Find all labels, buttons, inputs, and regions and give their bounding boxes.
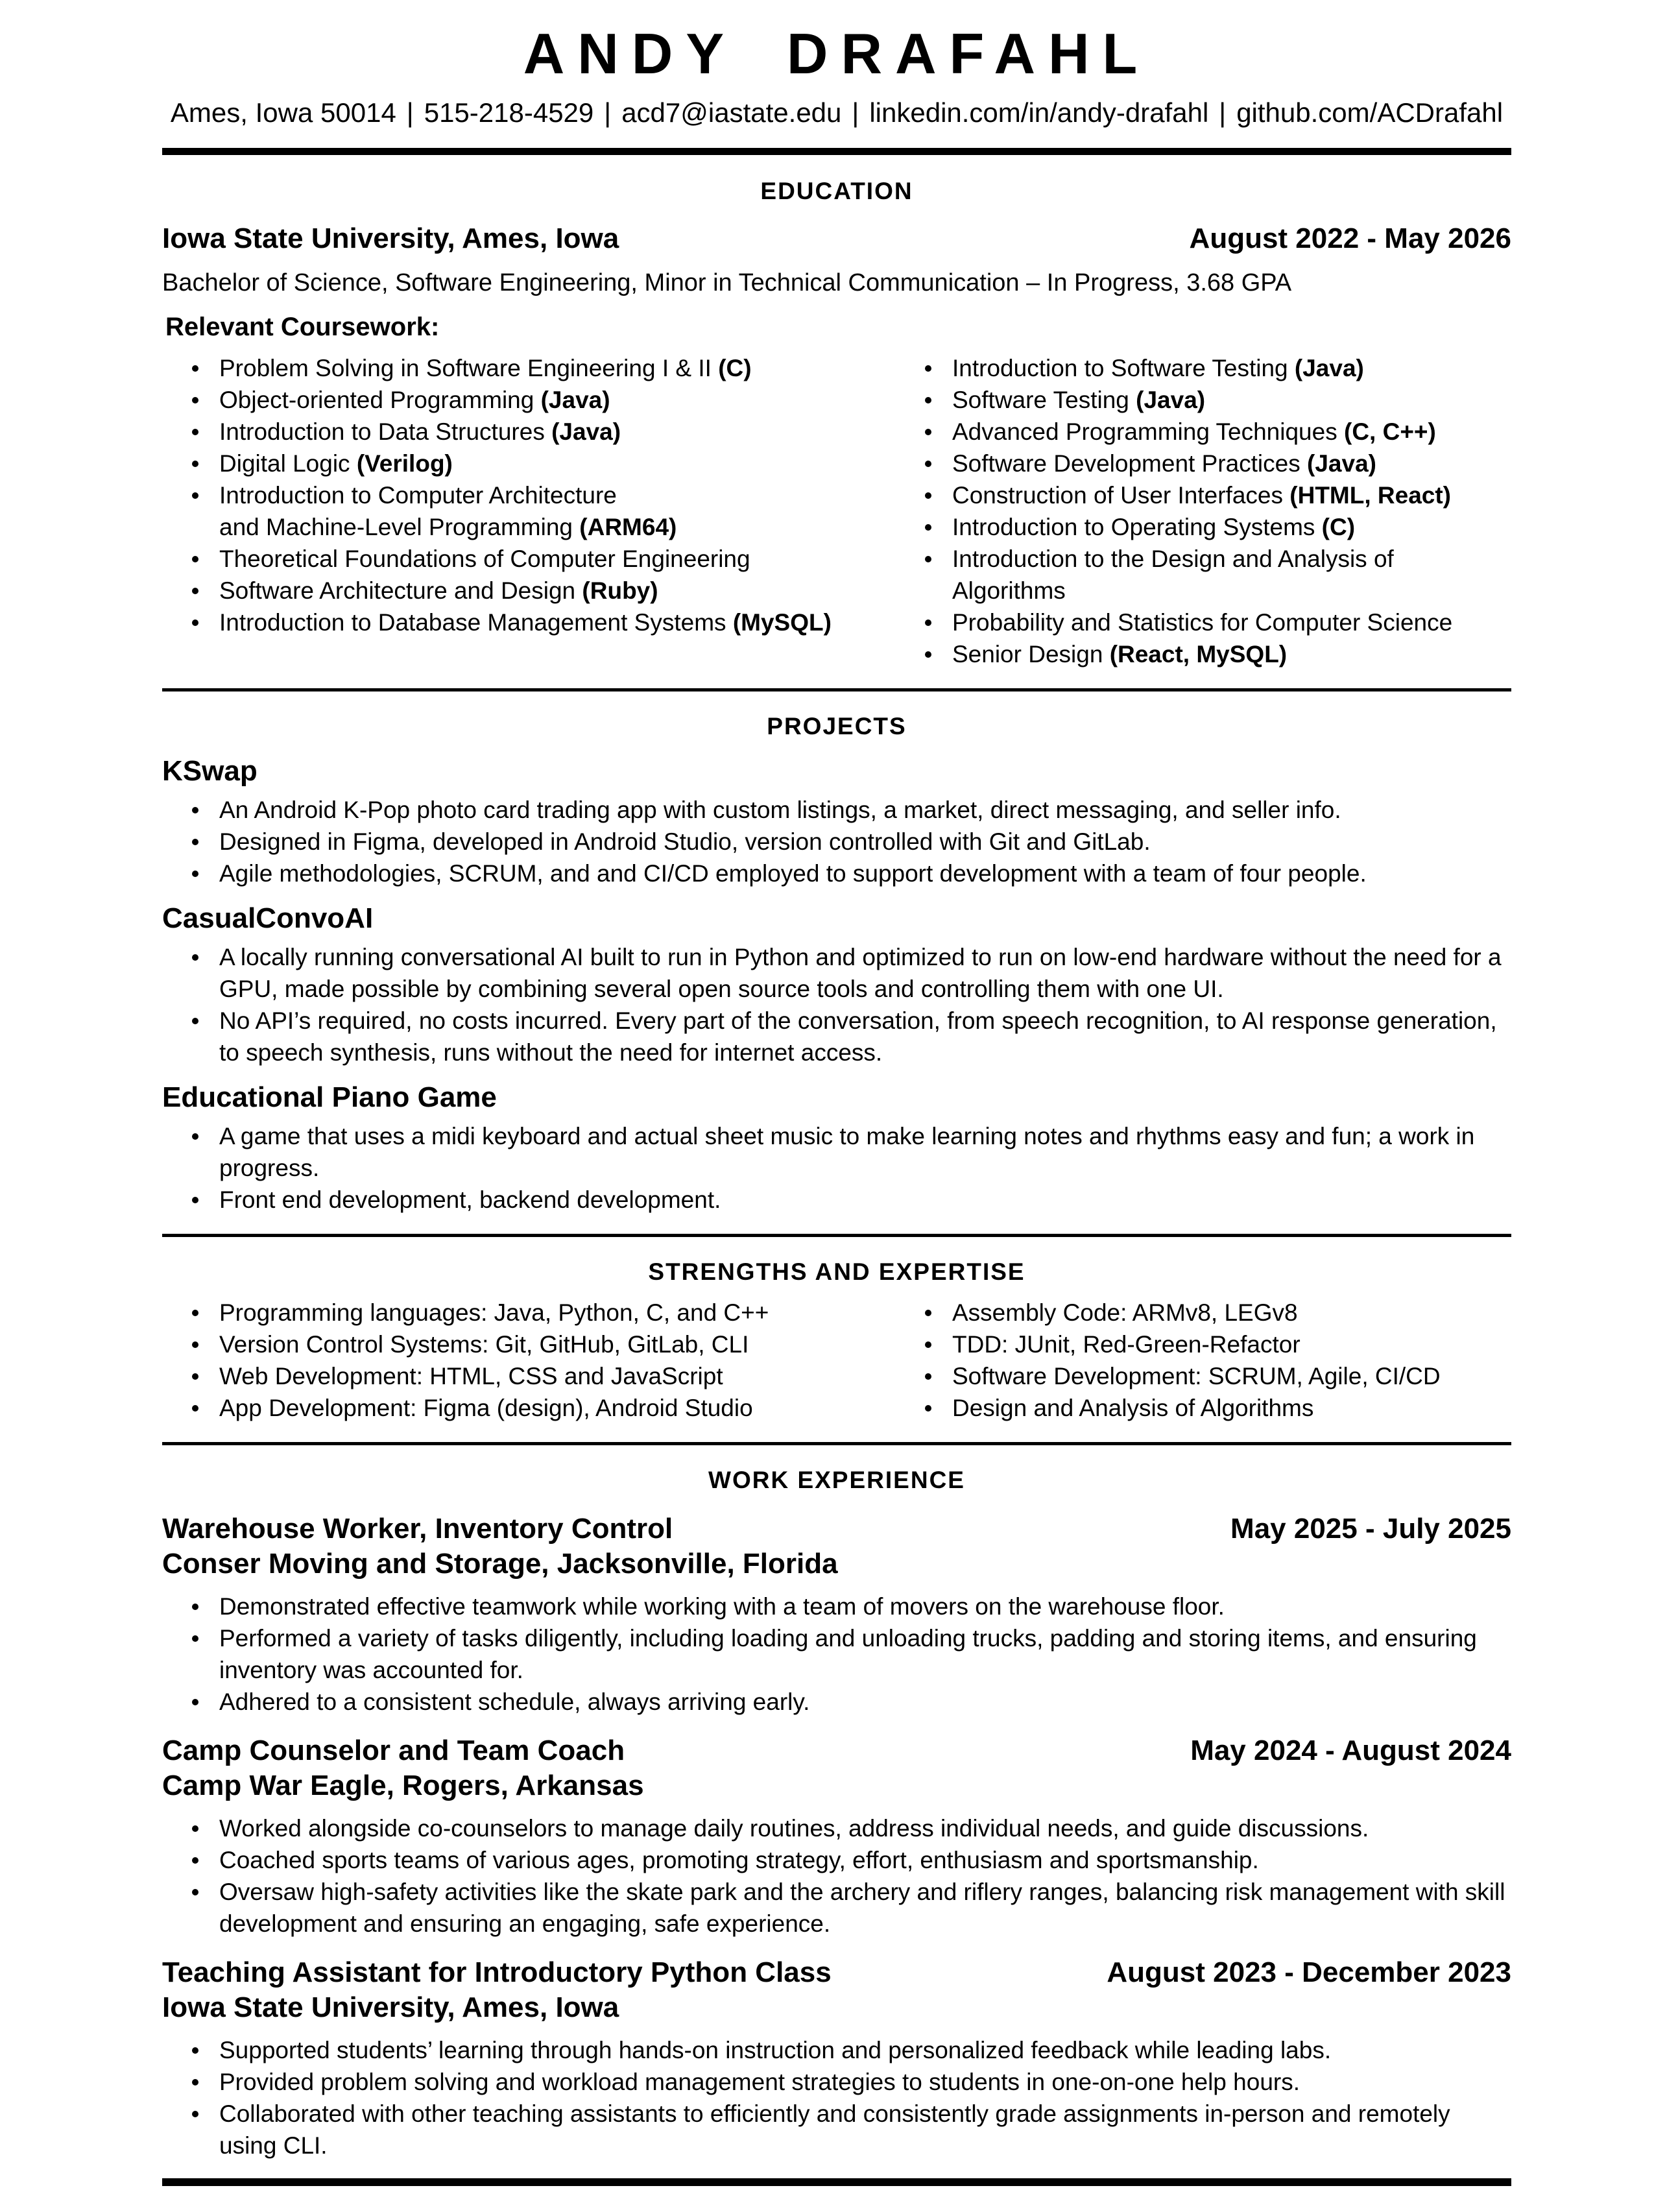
- job-bullets: [162, 2034, 1511, 2161]
- bullet-item: A locally running conversational AI built to run in Python and optimized to run on low-end hardware without the need for a GPU, made possible by combining several open source tools and controlling them with one UI.: [162, 941, 1511, 1005]
- bullet-item: Advanced Programming Techniques (C, C++): [895, 416, 1511, 448]
- bullet-item: Version Control Systems: Git, GitHub, GitLab, CLI: [162, 1328, 895, 1360]
- resume-page: [162, 23, 1511, 2186]
- bullet-item: Provided problem solving and workload management strategies to students in one-on-one help hours.: [162, 2066, 1511, 2098]
- header-rule: [162, 148, 1511, 155]
- bullet-item: Demonstrated effective teamwork while working with a team of movers on the warehouse floor.: [162, 1591, 1511, 1622]
- projects-heading: PROJECTS: [767, 713, 907, 739]
- school-name: Iowa State University, Ames, Iowa: [162, 222, 619, 254]
- bullet-item: Worked alongside co-counselors to manage daily routines, address individual needs, and guide discussions.: [162, 1812, 1511, 1844]
- section-work: [162, 1465, 1511, 2161]
- contact-email: acd7@iastate.edu: [621, 97, 842, 128]
- project-group: [162, 901, 1511, 1068]
- bullet-item: Introduction to Software Testing (Java): [895, 352, 1511, 384]
- bullet-item: Object-oriented Programming (Java): [162, 384, 895, 416]
- coursework-heading: Relevant Coursework:: [165, 313, 440, 341]
- bullet-item: TDD: JUnit, Red-Green-Refactor: [895, 1328, 1511, 1360]
- candidate-name: ANDY DRAFAHL: [523, 21, 1151, 86]
- bullet-item: Designed in Figma, developed in Android Studio, version controlled with Git and GitLab.: [162, 826, 1511, 858]
- bullet-item: Software Testing (Java): [895, 384, 1511, 416]
- coursework-list-left: [162, 352, 895, 670]
- education-dates: August 2022 - May 2026: [1189, 222, 1511, 254]
- job-dates: May 2024 - August 2024: [1190, 1735, 1511, 1766]
- bullet-item: Introduction to the Design and Analysis of Algorithms: [895, 543, 1511, 607]
- bullet-item: Digital Logic (Verilog): [162, 448, 895, 479]
- work-heading: WORK EXPERIENCE: [708, 1467, 965, 1493]
- job-entry: [162, 1955, 1511, 2161]
- contact-location: Ames, Iowa 50014: [170, 97, 396, 128]
- section-education: [162, 176, 1511, 670]
- strengths-heading: STRENGTHS AND EXPERTISE: [648, 1258, 1025, 1285]
- bullet-item: Introduction to Operating Systems (C): [895, 511, 1511, 543]
- pipe-separator: |: [604, 97, 612, 128]
- bullet-item: App Development: Figma (design), Android Studio: [162, 1392, 895, 1424]
- bullet-item: An Android K-Pop photo card trading app with custom listings, a market, direct messaging, and seller info.: [162, 794, 1511, 826]
- pipe-separator: |: [852, 97, 859, 128]
- bottom-rule: [162, 2178, 1511, 2186]
- project-group: [162, 754, 1511, 889]
- bullet-item: A game that uses a midi keyboard and actual sheet music to make learning notes and rhythms easy and fun; a work in progress.: [162, 1120, 1511, 1184]
- job-title-row: [162, 1511, 1511, 1546]
- job-title-row: [162, 1733, 1511, 1768]
- bullet-item: Oversaw high-safety activities like the skate park and the archery and riflery ranges, balancing risk management with skill development and ensuring an engaging, safe experience.: [162, 1876, 1511, 1940]
- job-title: Warehouse Worker, Inventory Control: [162, 1513, 673, 1545]
- bullet-item: Assembly Code: ARMv8, LEGv8: [895, 1297, 1511, 1328]
- section-rule: [162, 1234, 1511, 1237]
- pipe-separator: |: [1219, 97, 1227, 128]
- job-org: Iowa State University, Ames, Iowa: [162, 1991, 619, 2023]
- contact-phone: 515-218-4529: [424, 97, 594, 128]
- bullet-item: Collaborated with other teaching assistants to efficiently and consistently grade assignments in-person and remotely using CLI.: [162, 2098, 1511, 2161]
- project-bullets: [162, 941, 1511, 1068]
- pipe-separator: |: [406, 97, 414, 128]
- bullet-item: Introduction to Computer Architecture and Machine-Level Programming (ARM64): [162, 479, 895, 543]
- bullet-item: Introduction to Data Structures (Java): [162, 416, 895, 448]
- project-name: CasualConvoAI: [162, 902, 374, 934]
- section-strengths: [162, 1256, 1511, 1424]
- bullet-item: Agile methodologies, SCRUM, and and CI/CD employed to support development with a team of four people.: [162, 858, 1511, 889]
- job-dates: August 2023 - December 2023: [1107, 1956, 1511, 1988]
- job-entry: [162, 1511, 1511, 1718]
- bullet-item: Senior Design (React, MySQL): [895, 638, 1511, 670]
- section-rule: [162, 688, 1511, 691]
- resume-header: [162, 23, 1511, 131]
- job-entry: [162, 1733, 1511, 1940]
- job-title-row: [162, 1955, 1511, 1990]
- project-bullets: [162, 794, 1511, 889]
- education-heading: EDUCATION: [760, 178, 913, 204]
- strengths-list-right: [895, 1297, 1511, 1424]
- bullet-item: Adhered to a consistent schedule, always arriving early.: [162, 1686, 1511, 1718]
- project-bullets: [162, 1120, 1511, 1216]
- project-name: Educational Piano Game: [162, 1081, 497, 1113]
- job-title: Camp Counselor and Team Coach: [162, 1735, 625, 1766]
- bullet-item: Coached sports teams of various ages, promoting strategy, effort, enthusiasm and sportsmanship.: [162, 1844, 1511, 1876]
- project-group: [162, 1080, 1511, 1216]
- bullet-item: Probability and Statistics for Computer Science: [895, 607, 1511, 638]
- bullet-item: Introduction to Database Management Systems (MySQL): [162, 607, 895, 638]
- bullet-item: Performed a variety of tasks diligently, including loading and unloading trucks, padding and storing items, and ensuring inventory was accounted for.: [162, 1622, 1511, 1686]
- bullet-item: Design and Analysis of Algorithms: [895, 1392, 1511, 1424]
- contact-github: github.com/ACDrafahl: [1236, 97, 1504, 128]
- contact-line: [162, 95, 1511, 131]
- project-name: KSwap: [162, 755, 258, 787]
- job-org: Conser Moving and Storage, Jacksonville, Florida: [162, 1548, 838, 1580]
- contact-linkedin: linkedin.com/in/andy-drafahl: [869, 97, 1209, 128]
- section-rule: [162, 1442, 1511, 1445]
- bullet-item: Supported students’ learning through hands-on instruction and personalized feedback while leading labs.: [162, 2034, 1511, 2066]
- job-org: Camp War Eagle, Rogers, Arkansas: [162, 1770, 644, 1801]
- bullet-item: No API’s required, no costs incurred. Every part of the conversation, from speech recognition, to AI response generation, to speech synthesis, runs without the need for internet access.: [162, 1005, 1511, 1068]
- coursework-columns: [162, 352, 1511, 670]
- degree-line: Bachelor of Science, Software Engineering, Minor in Technical Communication – In Progress, 3.68 GPA: [162, 269, 1292, 296]
- strengths-list-left: [162, 1297, 895, 1424]
- job-bullets: [162, 1591, 1511, 1718]
- job-dates: May 2025 - July 2025: [1230, 1513, 1511, 1545]
- bullet-item: Software Development: SCRUM, Agile, CI/CD: [895, 1360, 1511, 1392]
- bullet-item: Programming languages: Java, Python, C, and C++: [162, 1297, 895, 1328]
- strengths-columns: [162, 1297, 1511, 1424]
- bullet-item: Software Development Practices (Java): [895, 448, 1511, 479]
- bullet-item: Problem Solving in Software Engineering I & II (C): [162, 352, 895, 384]
- bullet-item: Web Development: HTML, CSS and JavaScript: [162, 1360, 895, 1392]
- job-bullets: [162, 1812, 1511, 1940]
- education-title-row: [162, 221, 1511, 256]
- section-projects: [162, 711, 1511, 1216]
- bullet-item: Construction of User Interfaces (HTML, React): [895, 479, 1511, 511]
- bullet-item: Software Architecture and Design (Ruby): [162, 575, 895, 607]
- job-title: Teaching Assistant for Introductory Python Class: [162, 1956, 832, 1988]
- bullet-item: Front end development, backend development.: [162, 1184, 1511, 1216]
- bullet-item: Theoretical Foundations of Computer Engineering: [162, 543, 895, 575]
- coursework-list-right: [895, 352, 1511, 670]
